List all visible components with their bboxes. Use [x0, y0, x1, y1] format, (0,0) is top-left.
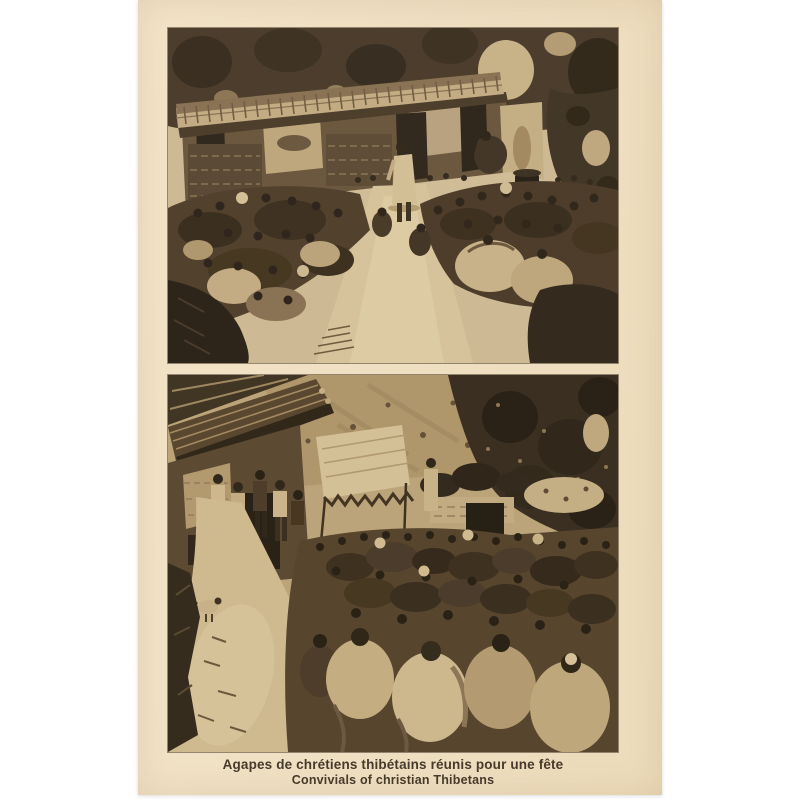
top-photo-scene	[168, 28, 618, 363]
bottom-photo	[168, 375, 618, 752]
caption	[168, 757, 618, 788]
postcard	[138, 0, 662, 795]
top-photo	[168, 28, 618, 363]
caption-french: Agapes de chrétiens thibétains réunis pour une fête	[222, 757, 564, 772]
bottom-photo-scene	[168, 375, 618, 752]
caption-english: Convivials of christian Thibetans	[291, 772, 495, 787]
